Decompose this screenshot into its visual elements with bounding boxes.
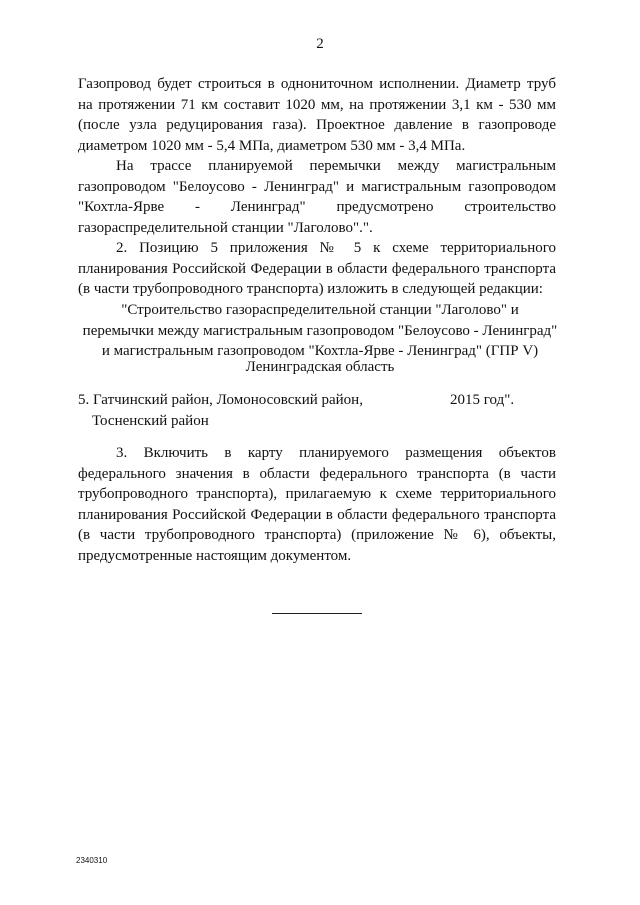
region-heading: Ленинградская область <box>245 359 395 375</box>
text-line: 2. Позицию 5 приложения № 5 к схеме территориального <box>116 240 556 256</box>
paragraph-station <box>78 156 556 238</box>
districts-line-2: Тосненский район <box>92 412 209 429</box>
page-number: 2 <box>316 36 324 52</box>
text-line: планирования Российской Федерации в области федерального транспорта <box>78 506 556 523</box>
text-line: трубопроводного транспорта), прилагаемую к схеме территориального <box>78 486 556 502</box>
text-line: газопроводом "Белоусово - Ленинград" и магистральным газопроводом <box>78 178 556 195</box>
paragraph-amendment-2 <box>78 238 556 300</box>
text-line: "Строительство газораспределительной станции "Лаголово" и <box>121 302 519 318</box>
position-5-row <box>78 390 556 431</box>
text-line: "Кохтла-Ярве - Ленинград" предусмотрено строительство <box>78 199 556 215</box>
paragraph-amendment-3 <box>78 443 556 566</box>
text-line: газораспределительной станции "Лаголово".". <box>78 219 373 236</box>
text-line: (в части трубопроводного транспорта) изложить в следующей редакции: <box>78 281 543 297</box>
text-line: федерального значения в области федерального транспорта (в части <box>78 465 556 482</box>
text-line: 3. Включить в карту планируемого размещения объектов <box>116 445 556 461</box>
text-line: диаметром 1020 мм - 5,4 МПа, диаметром 530 мм - 3,4 МПа. <box>78 137 466 154</box>
text-line: предусмотренные настоящим документом. <box>78 547 352 564</box>
year-value: 2015 год". <box>450 392 515 408</box>
text-line: (в части трубопроводного транспорта) (приложение № 6), объекты, <box>78 527 556 543</box>
text-line: Газопровод будет строиться в однониточном исполнении. Диаметр труб <box>78 76 556 92</box>
quoted-position-title <box>0 300 640 362</box>
text-line: на протяжении 71 км составит 1020 мм, на протяжении 3,1 км - 530 мм <box>78 96 556 113</box>
text-line: (после узла редуцирования газа). Проектное давление в газопроводе <box>78 117 556 133</box>
document-code: 2340310 <box>76 856 108 865</box>
text-line: На трассе планируемой перемычки между магистральным <box>116 158 556 174</box>
text-line: и магистральным газопроводом "Кохтла-Ярве - Ленинград" (ГПР V) <box>101 343 539 359</box>
text-line: планирования Российской Федерации в области федерального транспорта <box>78 260 556 277</box>
districts-line-1: 5. Гатчинский район, Ломоносовский район, <box>78 392 363 408</box>
closing-divider <box>272 613 362 614</box>
paragraph-pipeline-description <box>78 74 556 156</box>
text-line: перемычки между магистральным газопроводом "Белоусово - Ленинград" <box>82 322 558 339</box>
